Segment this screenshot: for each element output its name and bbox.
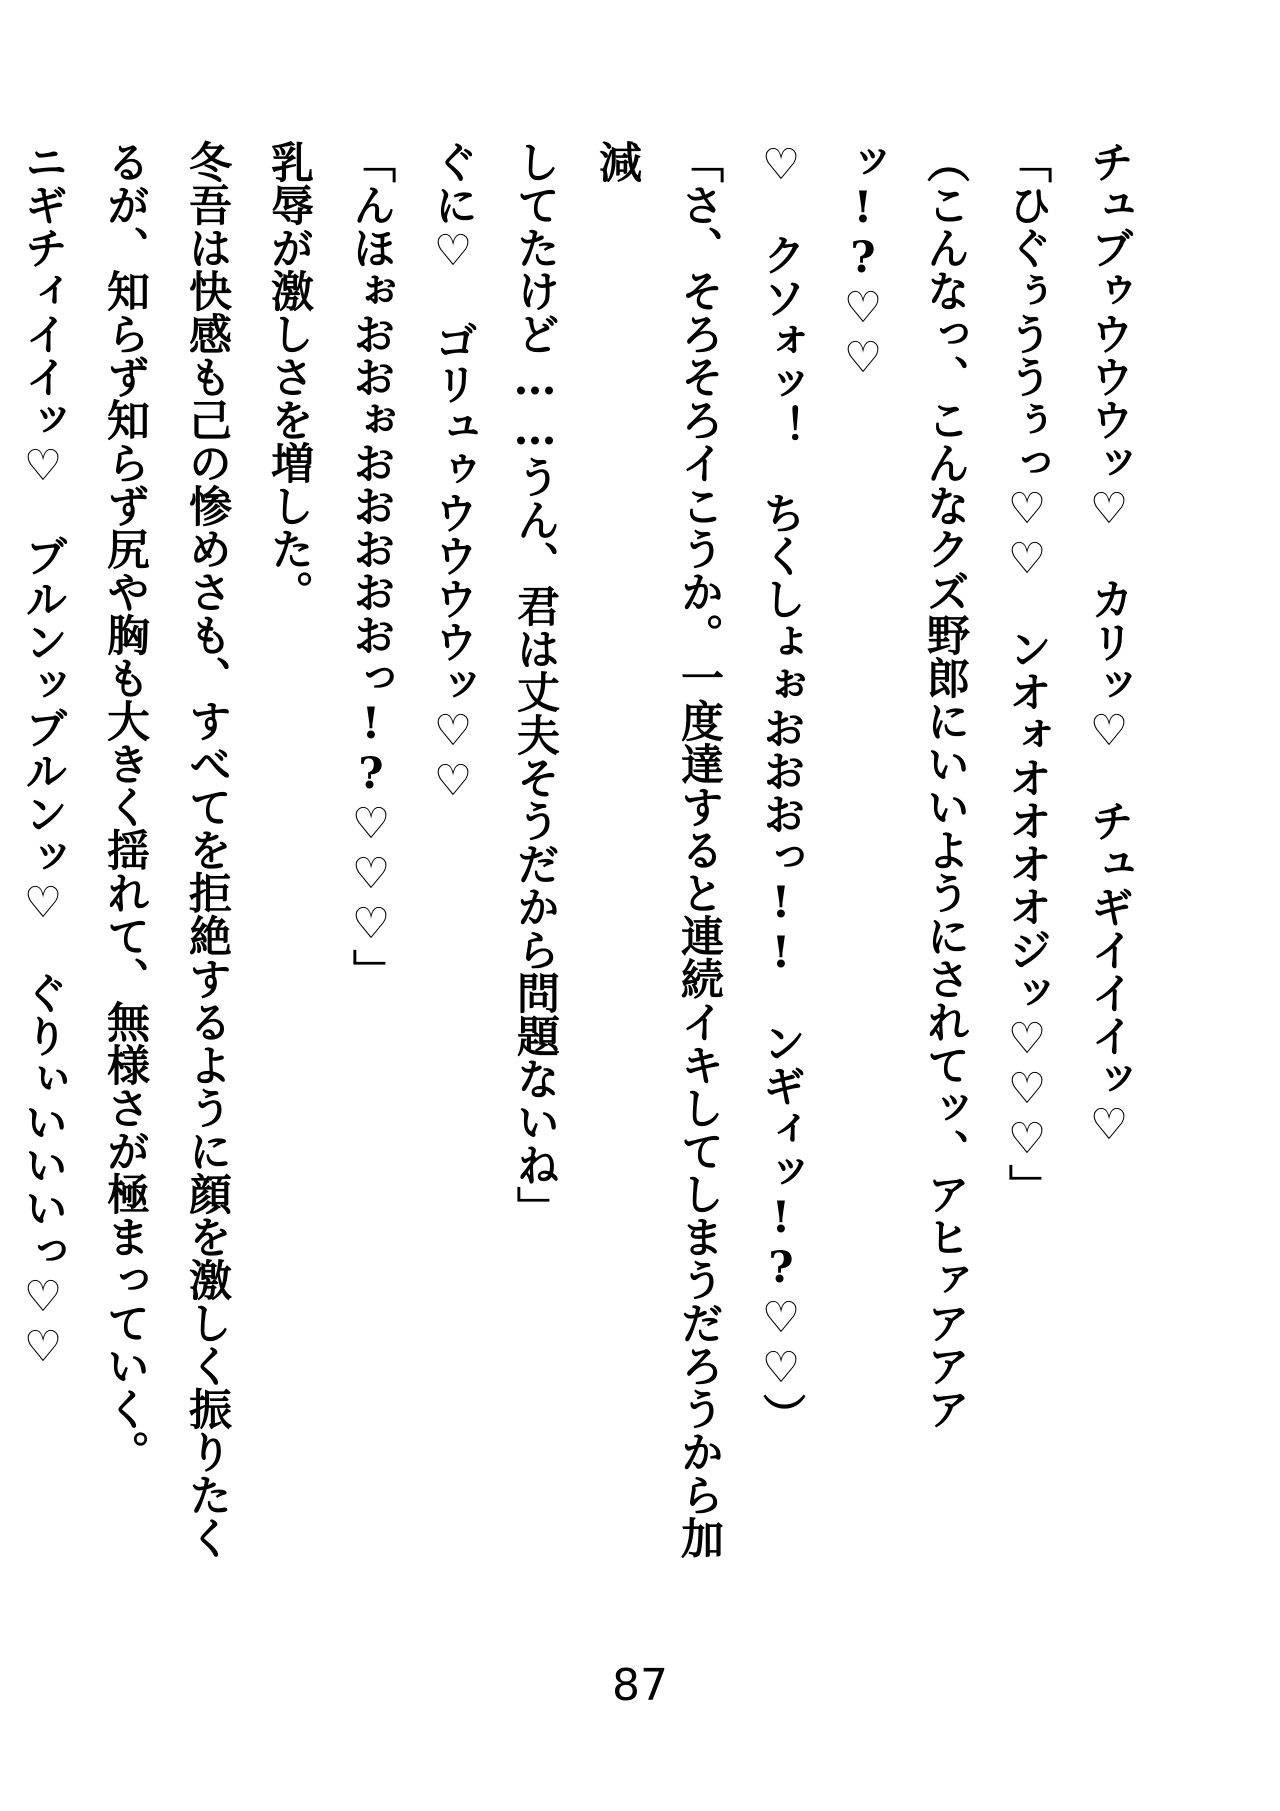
page-number: 87 [612, 1660, 668, 1711]
text-line: 「んほぉおおぉおおおおおっ!?♡♡♡」 [346, 140, 396, 992]
text-line: 冬吾は快感も己の惨めさも、すべてを拒絶するように顔を激しく振りたく [182, 140, 232, 1559]
vertical-text-body [0, 140, 1150, 1560]
text-line: チュブゥウウウッ♡ カリッ♡ チュギイイイッ♡ [1084, 140, 1134, 1150]
text-line: 「ひぐぅううぅっ♡♡ ンオォオオオオジッ♡♡♡」 [1002, 140, 1052, 1207]
text-line: 乳辱が激しさを増した。 [264, 140, 314, 613]
text-line: ニギチィイイッ♡ ブルンッブルンッ♡ ぐりぃいいいっ♡♡ [18, 140, 68, 1372]
text-line [0, 140, 2, 1560]
text-line: るが、知らず知らず尻や胸も大きく揺れて、無様さが極まっていく。 [100, 140, 150, 1473]
text-line: ♡ クソォッ！ ちくしょぉおおおっ!! ンギィッ!?♡♡） [756, 140, 806, 1436]
text-line: （こんなっ、こんなクズ野郎にいいようにされてッ、アヒァアアアッ!?♡♡ [838, 140, 970, 1430]
text-line: ぐに♡ ゴリュゥウウウウッ♡♡ [428, 140, 478, 806]
text-line: してたけど……うん、君は丈夫そうだから問題ないね」 [510, 140, 560, 1229]
text-line: 「さ、そろそろイこうか。一度達すると連続イキしてしまうだろうから加減 [592, 140, 724, 1559]
